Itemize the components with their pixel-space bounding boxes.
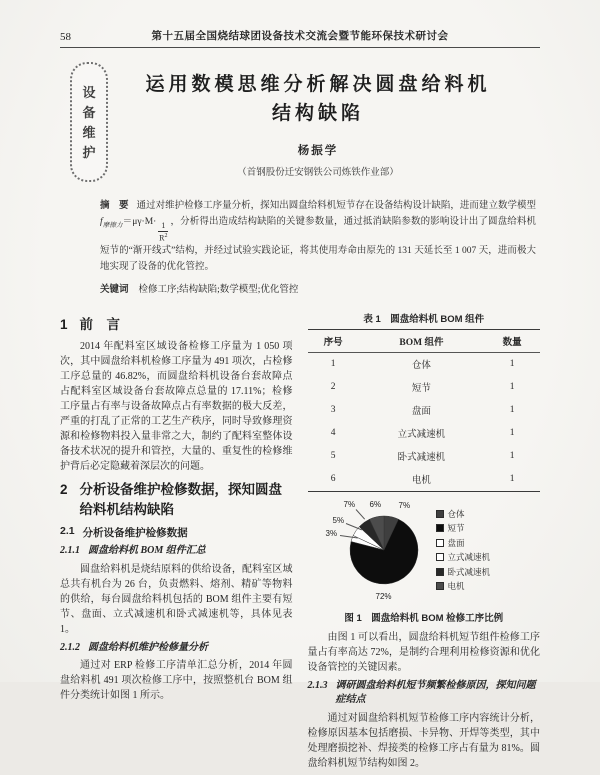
table-cell: 1 xyxy=(509,405,515,416)
section-1-paragraph: 2014 年配料室区域设备检修工序量为 1 050 项次，其中圆盘给料机检修工序量为 491 项次，占检修工序总量的 46.82%，而圆盘给料机设备台套故障点占配料室区域设备台套故障点总量的 17.11%；检修工序量占有率与设备故障点占有率数据的极大反差，严重的打乱了正常的工艺生产秩序，同时导致修理资源和检修物料投入量非常之大，制约了配料室整体设备技术状况的提升和管控，大量的、重复性的检修维护背后必定隐藏着深层次的问题。 xyxy=(60,340,293,472)
title-line-2: 结构缺陷 xyxy=(271,103,364,125)
table-cell: 1 xyxy=(509,428,515,439)
section-2-1-3-paragraph: 通过对圆盘给料机短节检修工序内容统计分析，检修原因基本包括磨损、卡异物、开焊等类型，其中处理磨损挖补、焊接类的检修工序占有量为 81%。圆盘给料机短节结构如图 2。 xyxy=(307,712,540,769)
section-2-heading xyxy=(60,480,293,521)
pie-chart xyxy=(344,510,424,590)
legend-label: 仓体 xyxy=(447,508,465,519)
legend-label: 短节 xyxy=(447,523,465,534)
section-title: 圆盘给料机维护检修量分析 xyxy=(88,641,208,653)
stamp-char: 维 xyxy=(82,124,96,140)
formula-symbol: $f_{摩擦力}$ xyxy=(100,216,123,229)
table-cell: 3 xyxy=(330,405,336,416)
table-row xyxy=(308,445,541,468)
keywords-text: 检修工序;结构缺陷;数学模型;优化管控 xyxy=(138,284,299,295)
pie-slice-label: 5% xyxy=(332,515,345,525)
table-row xyxy=(308,399,541,422)
table-cell: 1 xyxy=(509,359,515,370)
table-cell: 6 xyxy=(330,474,336,485)
table-row xyxy=(308,422,541,445)
formula-mid: ＝μγ·M· xyxy=(122,216,157,227)
section-number: 2.1.3 xyxy=(307,679,328,691)
table-cell: 仓体 xyxy=(411,361,431,372)
table-cell: 1 xyxy=(330,359,336,370)
table-cell: 卧式减速机 xyxy=(397,453,446,464)
bom-table xyxy=(308,329,541,492)
section-2-1-2-heading xyxy=(60,641,293,656)
column-header: 数量 xyxy=(484,329,540,352)
section-2-1-2-paragraph: 通过对 ERP 检修工序清单汇总分析，2014 年圆盘给料机 491 项次检修工序中，按照整机台 BOM 组件分类统计如图 1 所示。 xyxy=(60,660,293,702)
table-cell: 1 xyxy=(509,382,515,393)
legend-item xyxy=(436,580,491,592)
table-cell: 5 xyxy=(330,451,336,462)
pie-slice-label: 3% xyxy=(325,528,338,538)
author-name: 杨振学 xyxy=(297,144,339,157)
section-2-1-3-heading xyxy=(308,679,541,708)
stamp-char: 设 xyxy=(82,84,96,100)
figure-1-analysis-paragraph: 由图 1 可以看出，圆盘给料机短节组件检修工序量占有率高达 72%，是制约合理利用检修资源和优化设备管控的关键因素。 xyxy=(307,631,540,673)
section-number: 2.1.2 xyxy=(60,641,80,653)
section-number: 2.1.1 xyxy=(60,545,80,557)
legend-label: 立式减速机 xyxy=(447,552,491,563)
legend-swatch xyxy=(436,539,444,547)
section-title: 分析设备维护检修数据，探知圆盘给料机结构缺陷 xyxy=(79,481,283,518)
pie-slice-label: 6% xyxy=(369,499,382,509)
section-2-1-heading xyxy=(60,525,293,540)
right-column xyxy=(308,309,541,775)
abstract-label: 摘 要 xyxy=(100,199,129,211)
table-cell: 电机 xyxy=(411,476,431,487)
table-1-title: 表 1 圆盘给料机 BOM 组件 xyxy=(363,313,485,325)
page-title xyxy=(96,70,540,129)
section-number: 1 xyxy=(60,316,68,332)
legend-label: 电机 xyxy=(447,581,465,592)
table-header-row xyxy=(308,329,541,352)
legend-swatch xyxy=(436,524,444,532)
stamp-char: 护 xyxy=(82,144,96,160)
legend-swatch xyxy=(436,553,444,561)
column-header: BOM 组件 xyxy=(359,329,485,352)
figure-1-caption: 图 1 圆盘给料机 BOM 检修工序比例 xyxy=(344,612,504,624)
keywords-label: 关键词 xyxy=(100,283,129,295)
table-cell: 4 xyxy=(330,428,336,439)
keywords xyxy=(100,281,536,295)
section-1-heading xyxy=(60,315,293,335)
pie-slice-label: 7% xyxy=(398,500,411,510)
legend-swatch xyxy=(436,582,444,590)
author-affiliation: （首钢股份迁安钢铁公司炼铁作业部） xyxy=(237,167,399,178)
section-2-1-1-paragraph: 圆盘给料机是烧结原料的供给设备，配料室区域总共有机台为 26 台，负责燃料、熔剂、精矿等物料的供给，每台圆盘给料机包括的 BOM 组件主要有短节、盘面、立式减速机和卧式减速机等，具体见表 1。 xyxy=(60,563,293,635)
legend-swatch xyxy=(436,568,444,576)
pie-legend xyxy=(436,508,491,593)
pie-slice-label: 7% xyxy=(343,499,356,509)
section-number: 2 xyxy=(60,481,68,497)
table-row xyxy=(308,376,541,399)
table-row xyxy=(308,352,541,376)
table-cell: 1 xyxy=(509,451,515,462)
legend-swatch xyxy=(436,510,444,518)
legend-item xyxy=(436,551,491,563)
running-head xyxy=(60,28,540,48)
section-title: 前 言 xyxy=(79,316,121,332)
table-cell: 1 xyxy=(509,474,515,485)
title-line-1: 运用数模思维分析解决圆盘给料机 xyxy=(145,74,491,95)
page-number: 58 xyxy=(60,31,71,43)
table-cell: 短节 xyxy=(411,384,431,395)
pie-figure xyxy=(308,499,541,604)
section-title: 调研圆盘给料机短节频繁检修原因，探知问题症结点 xyxy=(335,679,536,706)
table-row xyxy=(308,468,541,492)
body-columns xyxy=(60,309,540,775)
section-title: 分析设备维护检修数据 xyxy=(82,527,188,540)
pie-slice-label: 72% xyxy=(375,591,392,601)
conference-title: 第十五届全国烧结球团设备技术交流会暨节能环保技术研讨会 xyxy=(151,30,449,42)
formula-fraction: $\frac{1}{R^2}$ xyxy=(159,220,168,243)
section-title: 圆盘给料机 BOM 组件汇总 xyxy=(88,545,206,557)
legend-item xyxy=(436,508,491,520)
left-column xyxy=(60,309,293,775)
legend-item xyxy=(436,522,491,534)
legend-item xyxy=(436,566,491,578)
legend-label: 卧式减速机 xyxy=(447,566,491,577)
abstract-text-before: 通过对维护检修工序量分析，探知出圆盘给料机短节存在设备结构设计缺陷，进而建立数学模型 xyxy=(136,200,536,211)
legend-label: 盘面 xyxy=(447,537,465,548)
section-2-1-1-heading xyxy=(60,544,293,559)
column-header: 序号 xyxy=(308,329,359,352)
abstract-text-after: ，分析得出造成结构缺陷的关键参数量，通过抵消缺陷参数的影响设计出了圆盘给料机短节的“渐开线式”结构，并经过试验实践论证，将其使用寿命由原先的 131 天延长至 1 007 天，进而极大地实现了设备的优化管控。 xyxy=(100,216,536,272)
table-cell: 立式减速机 xyxy=(397,430,446,441)
stamp-char: 备 xyxy=(82,104,96,120)
abstract xyxy=(100,198,536,275)
title-block xyxy=(60,70,540,178)
column-stamp xyxy=(70,62,108,182)
table-cell: 盘面 xyxy=(411,407,431,418)
table-cell: 2 xyxy=(330,382,336,393)
legend-item xyxy=(436,537,491,549)
section-number: 2.1 xyxy=(60,525,75,538)
bom-table-body xyxy=(308,352,541,491)
